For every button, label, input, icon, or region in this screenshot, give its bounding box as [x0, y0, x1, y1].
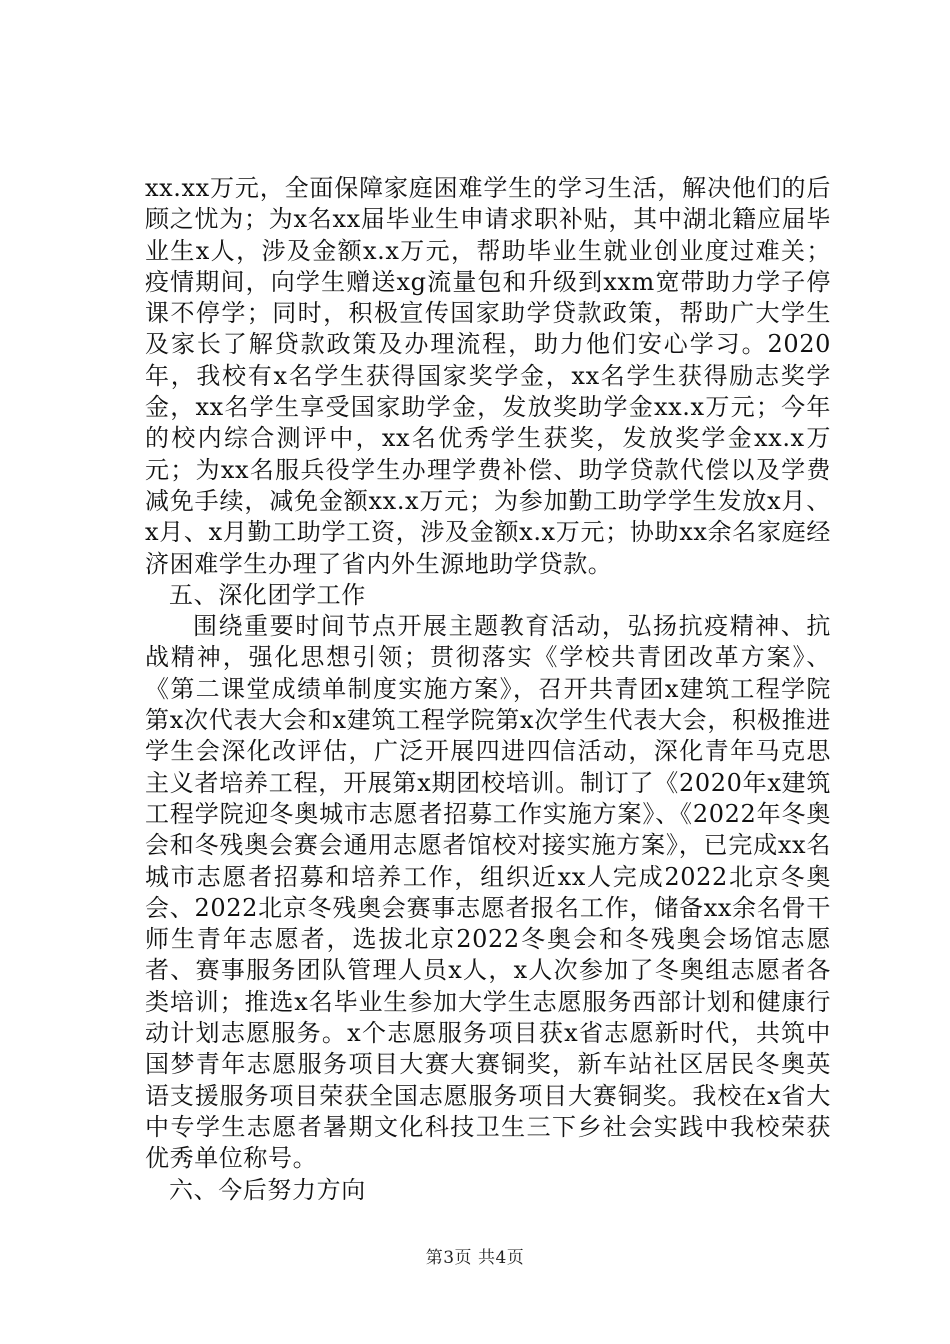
paragraph-continuation: xx.xx万元，全面保障家庭困难学生的学习生活，解决他们的后顾之忧为；为x名xx届毕业生申请求职补贴，其中湖北籍应届毕业生x人，涉及金额x.x万元，帮助毕业生就业创业度过难关；疫情期间，向学生赠送xg流量包和升级到xxm宽带助力学子停课不停学；同时，积极宣传国家助学贷款政策，帮助广大学生及家长了解贷款政策及办理流程，助力他们安心学习。2020年，我校有x名学生获得国家奖学金，xx名学生获得励志奖学金，xx名学生享受国家助学金，发放奖助学金xx.x万元；今年的校内综合测评中，xx名优秀学生获奖，发放奖学金xx.x万元；为xx名服兵役学生办理学费补偿、助学贷款代偿以及学费减免手续，减免金额xx.x万元；为参加勤工助学学生发放x月、x月、x月勤工助学工资，涉及金额x.x万元；协助xx余名家庭经济困难学生办理了省内外生源地助学贷款。: [145, 174, 831, 578]
document-body: [145, 173, 831, 1206]
page-number-footer: 第3页 共4页: [425, 1248, 525, 1268]
section-heading-six: 六、今后努力方向: [169, 1175, 366, 1204]
paragraph-league-work: 围绕重要时间节点开展主题教育活动，弘扬抗疫精神、抗战精神，强化思想引领；贯彻落实《学校共青团改革方案》、《第二课堂成绩单制度实施方案》，召开共青团x建筑工程学院第x次代表大会和x建筑工程学院第x次学生代表大会，积极推进学生会深化改评估，广泛开展四进四信活动，深化青年马克思主义者培养工程，开展第x期团校培训。制订了《2020年x建筑工程学院迎冬奥城市志愿者招募工作实施方案》、《2022年冬奥会和冬残奥会赛会通用志愿者馆校对接实施方案》，已完成xx名城市志愿者招募和培养工作，组织近xx人完成2022北京冬奥会、2022北京冬残奥会赛事志愿者报名工作，储备xx余名骨干师生青年志愿者，选拔北京2022冬奥会和冬残奥会场馆志愿者、赛事服务团队管理人员x人，x人次参加了冬奥组志愿者各类培训；推选x名毕业生参加大学生志愿服务西部计划和健康行动计划志愿服务。x个志愿服务项目获x省志愿新时代，共筑中国梦青年志愿服务项目大赛大赛铜奖，新车站社区居民冬奥英语支援服务项目荣获全国志愿服务项目大赛铜奖。我校在x省大中专学生志愿者暑期文化科技卫生三下乡社会实践中我校荣获优秀单位称号。: [145, 612, 831, 1173]
section-heading-five: 五、深化团学工作: [169, 580, 366, 609]
